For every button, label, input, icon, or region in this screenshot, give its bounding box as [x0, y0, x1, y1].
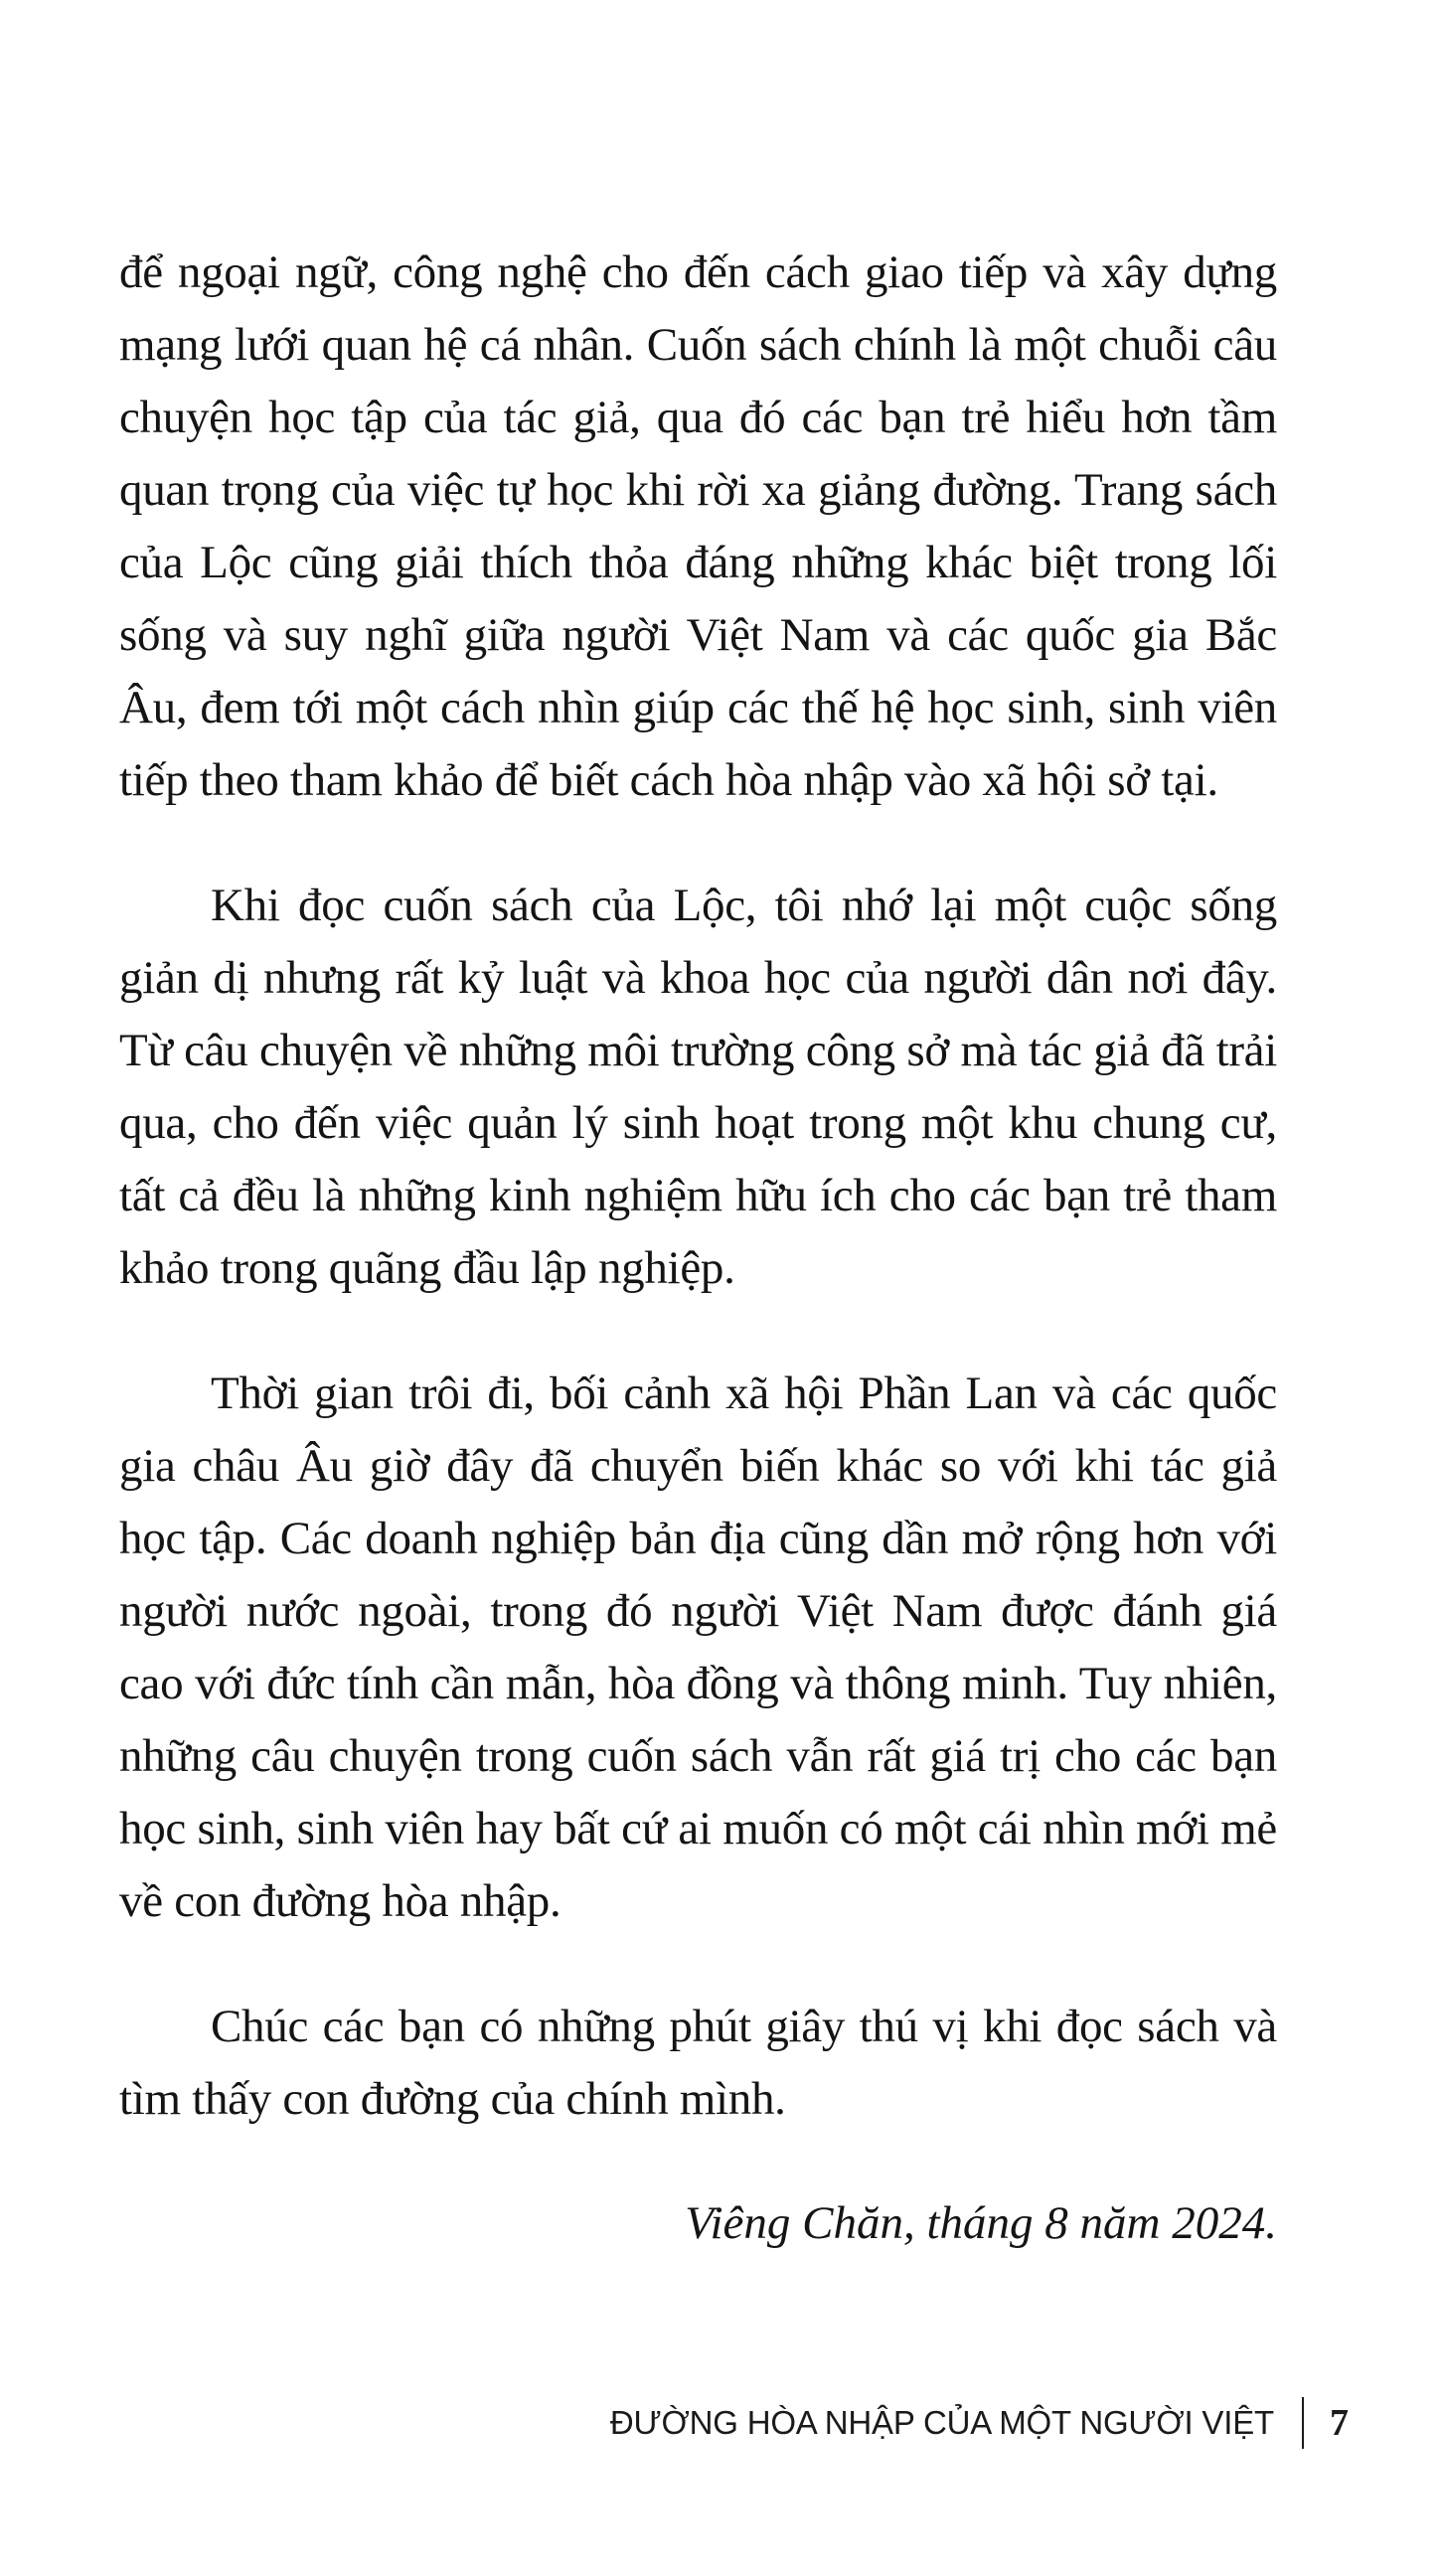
paragraph-recollection: Khi đọc cuốn sách của Lộc, tôi nhớ lại một cuộc sống giản dị nhưng rất kỷ luật và khoa học của người dân nơi đây. Từ câu chuyện về những môi trường công sở mà tác giả đã trải qua, cho đến việc quản lý sinh hoạt trong một khu chung cư, tất cả đều là những kinh nghiệm hữu ích cho các bạn trẻ tham khảo trong quãng đầu lập nghiệp.	[119, 880, 1277, 1294]
page-number: 7	[1330, 2402, 1349, 2444]
paragraph-closing-wish: Chúc các bạn có những phút giây thú vị khi đọc sách và tìm thấy con đường của chính mình.	[119, 2001, 1277, 2125]
running-title: ĐƯỜNG HÒA NHẬP CỦA MỘT NGƯỜI VIỆT	[609, 2404, 1274, 2441]
body-text	[119, 237, 1277, 2260]
page-footer	[610, 2393, 1349, 2453]
place-date-signoff: Viêng Chăn, tháng 8 năm 2024.	[685, 2197, 1277, 2249]
paragraph-context: Thời gian trôi đi, bối cảnh xã hội Phần Lan và các quốc gia châu Âu giờ đây đã chuyển biến khác so với khi tác giả học tập. Các doanh nghiệp bản địa cũng dần mở rộng hơn với người nước ngoài, trong đó người Việt Nam được đánh giá cao với đức tính cần mẫn, hòa đồng và thông minh. Tuy nhiên, những câu chuyện trong cuốn sách vẫn rất giá trị cho các bạn học sinh, sinh viên hay bất cứ ai muốn có một cái nhìn mới mẻ về con đường hòa nhập.	[119, 1368, 1277, 1927]
paragraph-continuation: để ngoại ngữ, công nghệ cho đến cách giao tiếp và xây dựng mạng lưới quan hệ cá nhân. Cuốn sách chính là một chuỗi câu chuyện học tập của tác giả, qua đó các bạn trẻ hiểu hơn tầm quan trọng của việc tự học khi rời xa giảng đường. Trang sách của Lộc cũng giải thích thỏa đáng những khác biệt trong lối sống và suy nghĩ giữa người Việt Nam và các quốc gia Bắc Âu, đem tới một cách nhìn giúp các thế hệ học sinh, sinh viên tiếp theo tham khảo để biết cách hòa nhập vào xã hội sở tại.	[119, 246, 1277, 806]
footer-divider	[1302, 2397, 1304, 2449]
